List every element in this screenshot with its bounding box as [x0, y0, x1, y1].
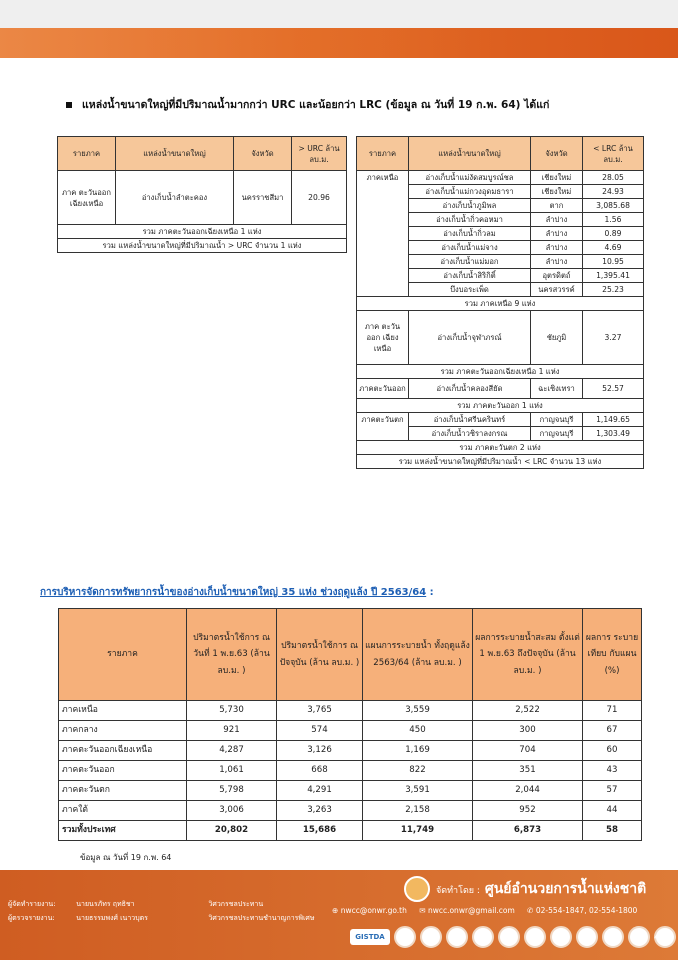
mgmt-cell: 3,263 — [277, 801, 363, 821]
urc-source: อ่างเก็บน้ำลำตะคอง — [116, 171, 234, 225]
partner-logo-icon — [524, 926, 546, 948]
partner-logo-icon — [446, 926, 468, 948]
lrc-west-subtotal: รวม ภาคตะวันตก 2 แห่ง — [357, 441, 644, 455]
mgmt-region: ภาคใต้ — [59, 801, 187, 821]
lrc-northeast-subtotal: รวม ภาคตะวันออกเฉียงเหนือ 1 แห่ง — [357, 365, 644, 379]
lrc-north-region: ภาคเหนือ — [357, 171, 409, 297]
table-row — [357, 311, 644, 365]
lrc-value: 0.89 — [583, 227, 644, 241]
lrc-source: อ่างเก็บน้ำภูมิพล — [409, 199, 531, 213]
table-row — [59, 701, 642, 721]
lrc-source: อ่างเก็บน้ำแม่งัดสมบูรณ์ชล — [409, 171, 531, 185]
mgmt-cell: 57 — [583, 781, 642, 801]
mgmt-cell: 574 — [277, 721, 363, 741]
management-section-title-colon: : — [426, 587, 434, 598]
partner-logo-icon — [472, 926, 494, 948]
lrc-table — [356, 136, 644, 469]
reporter-label: ผู้จัดทำรายงาน: — [8, 900, 56, 908]
mgmt-cell: 71 — [583, 701, 642, 721]
urc-total: รวม แหล่งน้ำขนาดใหญ่ที่มีปริมาณน้ำ > URC จำนวน 1 แห่ง — [58, 239, 347, 253]
mgmt-cell: 43 — [583, 761, 642, 781]
urc-header-value: > URC ล้าน ลบ.ม. — [292, 137, 347, 171]
table-row-total — [59, 821, 642, 841]
mgmt-cell: 1,061 — [187, 761, 277, 781]
lrc-province: กาญจนบุรี — [531, 413, 583, 427]
mgmt-cell: 952 — [473, 801, 583, 821]
lrc-value: 1,149.65 — [583, 413, 644, 427]
lrc-header-region: รายภาค — [357, 137, 409, 171]
mgmt-region: ภาคตะวันตก — [59, 781, 187, 801]
lrc-east-subtotal: รวม ภาคตะวันออก 1 แห่ง — [357, 399, 644, 413]
lrc-province: เชียงใหม่ — [531, 171, 583, 185]
table-row — [59, 741, 642, 761]
mgmt-header-start-volume: ปริมาตรน้ำใช้การ ณ วันที่ 1 พ.ย.63 (ล้าน ลบ.ม. ) — [187, 609, 277, 701]
mgmt-header-region: รายภาค — [59, 609, 187, 701]
urc-subtotal: รวม ภาคตะวันออกเฉียงเหนือ 1 แห่ง — [58, 225, 347, 239]
lrc-northeast-region: ภาค ตะวันออก เฉียงเหนือ — [357, 311, 409, 365]
mgmt-header-current-volume: ปริมาตรน้ำใช้การ ณ ปัจจุบัน (ล้าน ลบ.ม. ) — [277, 609, 363, 701]
urc-value: 20.96 — [292, 171, 347, 225]
partner-logo-icon — [420, 926, 442, 948]
urc-region: ภาค ตะวันออก เฉียงเหนือ — [58, 171, 116, 225]
mgmt-cell: 704 — [473, 741, 583, 761]
lrc-value: 24.93 — [583, 185, 644, 199]
lrc-source: อ่างเก็บน้ำกิ่วคอหมา — [409, 213, 531, 227]
lrc-source: อ่างเก็บน้ำแม่จาง — [409, 241, 531, 255]
mgmt-cell: 5,798 — [187, 781, 277, 801]
lrc-province: ชัยภูมิ — [531, 311, 583, 365]
mgmt-region: ภาคเหนือ — [59, 701, 187, 721]
lrc-source: อ่างเก็บน้ำแม่กวงอุดมธารา — [409, 185, 531, 199]
mgmt-region: ภาคตะวันออกเฉียงเหนือ — [59, 741, 187, 761]
lrc-source: บึงบอระเพ็ด — [409, 283, 531, 297]
email-primary[interactable]: nwcc@onwr.go.th — [340, 906, 407, 915]
partner-logo-icon — [576, 926, 598, 948]
mgmt-cell: 60 — [583, 741, 642, 761]
gistda-logo: GISTDA — [350, 929, 390, 945]
lrc-source: อ่างเก็บน้ำคลองสียัด — [409, 379, 531, 399]
globe-icon: ⊕ — [332, 906, 339, 915]
mgmt-total-label: รวมทั้งประเทศ — [59, 821, 187, 841]
table-row — [357, 413, 644, 427]
lrc-source: อ่างเก็บน้ำจุฬาภรณ์ — [409, 311, 531, 365]
lrc-source: อ่างเก็บน้ำศรีนครินทร์ — [409, 413, 531, 427]
mgmt-region: ภาคตะวันออก — [59, 761, 187, 781]
mgmt-cell: 4,291 — [277, 781, 363, 801]
partner-logo-icon — [628, 926, 650, 948]
lrc-east-region: ภาคตะวันออก — [357, 379, 409, 399]
mgmt-total-cell: 6,873 — [473, 821, 583, 841]
partner-logo-icon — [498, 926, 520, 948]
urc-header-province: จังหวัด — [234, 137, 292, 171]
footer-credits — [8, 897, 314, 925]
checker-names: นายธรรมพงศ์ เนาวบุตร — [76, 914, 148, 922]
mgmt-total-cell: 58 — [583, 821, 642, 841]
lrc-province: ตาก — [531, 199, 583, 213]
table-row — [59, 781, 642, 801]
mgmt-cell: 5,730 — [187, 701, 277, 721]
table-row — [58, 171, 347, 225]
mgmt-cell: 44 — [583, 801, 642, 821]
lrc-north-subtotal: รวม ภาคเหนือ 9 แห่ง — [357, 297, 644, 311]
mgmt-cell: 822 — [363, 761, 473, 781]
phone-numbers: 02-554-1847, 02-554-1800 — [535, 906, 638, 915]
mgmt-total-cell: 11,749 — [363, 821, 473, 841]
lrc-province: ลำปาง — [531, 227, 583, 241]
urc-lrc-heading: แหล่งน้ำขนาดใหญ่ที่มีปริมาณน้ำมากกว่า URC และน้อยกว่า LRC (ข้อมูล ณ วันที่ 19 ก.พ. 64) ได้แก่ — [66, 96, 549, 113]
email-secondary[interactable]: nwcc.onwr@gmail.com — [427, 906, 515, 915]
lrc-value: 28.05 — [583, 171, 644, 185]
mgmt-cell: 3,591 — [363, 781, 473, 801]
nwcc-logo-icon — [404, 876, 430, 902]
org-name: ศูนย์อำนวยการน้ำแห่งชาติ — [484, 881, 647, 897]
lrc-source: อ่างเก็บน้ำแม่มอก — [409, 255, 531, 269]
management-section-title — [40, 585, 434, 600]
mail-icon: ✉ — [419, 906, 426, 915]
management-section-title-text: การบริหารจัดการทรัพยากรน้ำของอ่างเก็บน้ำขนาดใหญ่ 35 แห่ง ช่วงฤดูแล้ง ปี 2563/64 — [40, 587, 427, 598]
data-date-note: ข้อมูล ณ วันที่ 19 ก.พ. 64 — [80, 853, 172, 862]
table-row — [357, 379, 644, 399]
footer-contact — [332, 906, 647, 915]
mgmt-cell: 921 — [187, 721, 277, 741]
mgmt-total-cell: 15,686 — [277, 821, 363, 841]
partner-logo-icon — [550, 926, 572, 948]
mgmt-cell: 2,044 — [473, 781, 583, 801]
lrc-value: 3.27 — [583, 311, 644, 365]
top-band-highlight — [0, 28, 500, 58]
lrc-source: อ่างเก็บน้ำกิ่วลม — [409, 227, 531, 241]
checker-label: ผู้ตรวจรายงาน: — [8, 914, 55, 922]
table-row — [59, 761, 642, 781]
lrc-province: นครสวรรค์ — [531, 283, 583, 297]
table-row — [59, 721, 642, 741]
urc-header-region: รายภาค — [58, 137, 116, 171]
urc-province: นครราชสีมา — [234, 171, 292, 225]
mgmt-cell: 668 — [277, 761, 363, 781]
checker-role: วิศวกรชลประทานชำนาญการพิเศษ — [208, 914, 315, 922]
mgmt-region: ภาคกลาง — [59, 721, 187, 741]
lrc-value: 1.56 — [583, 213, 644, 227]
phone-icon: ✆ — [527, 906, 534, 915]
partner-logos — [350, 922, 676, 952]
urc-table — [57, 136, 347, 253]
mgmt-cell: 2,522 — [473, 701, 583, 721]
mgmt-header-percent: ผลการ ระบายเทียบ กับแผน (%) — [583, 609, 642, 701]
lrc-value: 4.69 — [583, 241, 644, 255]
mgmt-total-cell: 20,802 — [187, 821, 277, 841]
lrc-value: 25.23 — [583, 283, 644, 297]
lrc-total: รวม แหล่งน้ำขนาดใหญ่ที่มีปริมาณน้ำ < LRC จำนวน 13 แห่ง — [357, 455, 644, 469]
mgmt-cell: 67 — [583, 721, 642, 741]
mgmt-header-release-plan: แผนการระบายน้ำ ทั้งฤดูแล้ง 2563/64 (ล้าน ลบ.ม. ) — [363, 609, 473, 701]
mgmt-cell: 300 — [473, 721, 583, 741]
table-row — [357, 171, 644, 185]
mgmt-cell: 3,006 — [187, 801, 277, 821]
lrc-header-province: จังหวัด — [531, 137, 583, 171]
partner-logo-icon — [394, 926, 416, 948]
prepared-by-label: จัดทำโดย : — [436, 886, 480, 896]
management-table — [58, 608, 642, 841]
lrc-province: ลำปาง — [531, 213, 583, 227]
mgmt-cell: 4,287 — [187, 741, 277, 761]
lrc-province: ฉะเชิงเทรา — [531, 379, 583, 399]
partner-logo-icon — [602, 926, 624, 948]
mgmt-cell: 3,765 — [277, 701, 363, 721]
lrc-source: อ่างเก็บน้ำวชิราลงกรณ — [409, 427, 531, 441]
mgmt-cell: 450 — [363, 721, 473, 741]
page-number: 4 — [654, 932, 661, 943]
mgmt-cell: 3,126 — [277, 741, 363, 761]
lrc-province: กาญจนบุรี — [531, 427, 583, 441]
bullet-square-icon — [66, 102, 72, 108]
mgmt-header-cumulative-release: ผลการระบายน้ำสะสม ตั้งแต่ 1 พ.ย.63 ถึงปัจจุบัน (ล้าน ลบ.ม. ) — [473, 609, 583, 701]
lrc-header-value: < LRC ล้าน ลบ.ม. — [583, 137, 644, 171]
lrc-source: อ่างเก็บน้ำสิริกิติ์ — [409, 269, 531, 283]
mgmt-cell: 351 — [473, 761, 583, 781]
footer-org — [436, 878, 646, 900]
lrc-value: 1,303.49 — [583, 427, 644, 441]
reporter-names: นายนรภัทร ฤทธิชา — [76, 900, 135, 908]
urc-header-source: แหล่งน้ำขนาดใหญ่ — [116, 137, 234, 171]
lrc-value: 52.57 — [583, 379, 644, 399]
lrc-header-source: แหล่งน้ำขนาดใหญ่ — [409, 137, 531, 171]
mgmt-cell: 1,169 — [363, 741, 473, 761]
lrc-province: อุตรดิตถ์ — [531, 269, 583, 283]
lrc-value: 10.95 — [583, 255, 644, 269]
lrc-province: ลำปาง — [531, 241, 583, 255]
mgmt-cell: 2,158 — [363, 801, 473, 821]
table-row — [59, 801, 642, 821]
mgmt-cell: 3,559 — [363, 701, 473, 721]
lrc-province: เชียงใหม่ — [531, 185, 583, 199]
top-gray-bar — [0, 0, 678, 28]
lrc-province: ลำปาง — [531, 255, 583, 269]
lrc-value: 1,395.41 — [583, 269, 644, 283]
lrc-value: 3,085.68 — [583, 199, 644, 213]
lrc-west-region: ภาคตะวันตก — [357, 413, 409, 441]
reporter-role: วิศวกรชลประทาน — [208, 900, 264, 908]
